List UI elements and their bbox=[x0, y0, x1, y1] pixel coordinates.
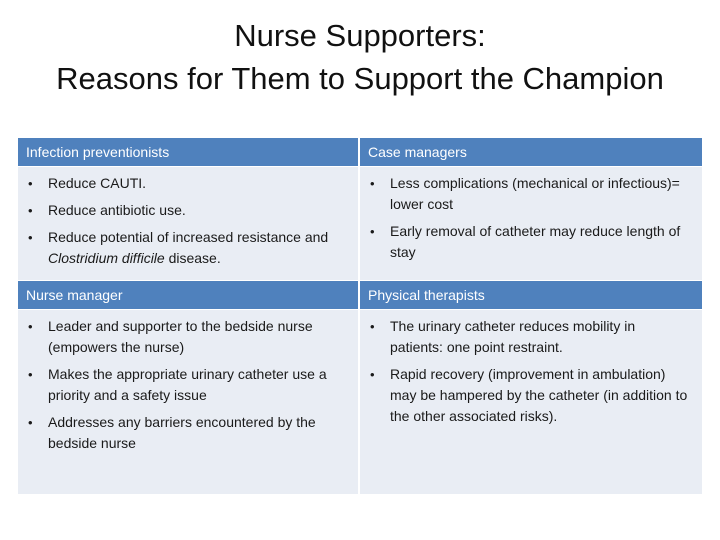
bullet-list bbox=[368, 316, 690, 427]
header-infection-preventionists bbox=[18, 138, 358, 166]
bullet-icon: • bbox=[28, 415, 33, 430]
bullet-icon: • bbox=[28, 367, 33, 382]
list-item bbox=[368, 173, 690, 215]
header-label: Physical therapists bbox=[368, 287, 485, 303]
list-item bbox=[368, 364, 690, 427]
list-item bbox=[26, 173, 346, 194]
list-item-italic-text: Clostridium difficile bbox=[48, 250, 165, 266]
list-item bbox=[26, 200, 346, 221]
list-item-text: Less complications (mechanical or infectious)= lower cost bbox=[390, 175, 680, 212]
list-item-text: Addresses any barriers encountered by the bedside nurse bbox=[48, 414, 316, 451]
header-label: Infection preventionists bbox=[26, 144, 170, 160]
cell-case-managers bbox=[360, 167, 702, 280]
cell-infection-preventionists bbox=[18, 167, 358, 280]
bullet-icon: • bbox=[28, 319, 33, 334]
list-item bbox=[26, 316, 346, 358]
list-item-text: Reduce potential of increased resistance and bbox=[48, 229, 329, 245]
list-item-text: Early removal of catheter may reduce length of stay bbox=[390, 223, 681, 260]
slide-title bbox=[0, 14, 720, 100]
list-item-text: Leader and supporter to the bedside nurse (empowers the nurse) bbox=[48, 318, 313, 355]
list-item bbox=[368, 221, 690, 263]
bullet-icon: • bbox=[28, 203, 33, 218]
list-item-text: The urinary catheter reduces mobility in patients: one point restraint. bbox=[390, 318, 636, 355]
list-item-text: Reduce CAUTI. bbox=[48, 175, 147, 191]
list-item bbox=[26, 412, 346, 454]
cell-nurse-manager bbox=[18, 310, 358, 494]
header-label: Nurse manager bbox=[26, 287, 123, 303]
list-item-text: Reduce antibiotic use. bbox=[48, 202, 186, 218]
cell-physical-therapists bbox=[360, 310, 702, 494]
bullet-list bbox=[26, 173, 346, 269]
header-physical-therapists bbox=[360, 281, 702, 309]
bullet-icon: • bbox=[370, 176, 375, 191]
title-line-2: Reasons for Them to Support the Champion bbox=[56, 61, 664, 96]
bullet-list bbox=[26, 316, 346, 454]
supporters-table bbox=[18, 138, 702, 493]
list-item-text: Rapid recovery (improvement in ambulation) may be hampered by the catheter (in addition to the other associated risks). bbox=[390, 366, 688, 424]
bullet-icon: • bbox=[28, 230, 33, 245]
list-item bbox=[26, 364, 346, 406]
list-item-text-suffix: disease. bbox=[164, 250, 221, 266]
list-item-text: Makes the appropriate urinary catheter use a priority and a safety issue bbox=[48, 366, 327, 403]
title-line-1: Nurse Supporters: bbox=[234, 18, 486, 53]
header-nurse-manager bbox=[18, 281, 358, 309]
list-item bbox=[26, 227, 346, 269]
list-item bbox=[368, 316, 690, 358]
bullet-icon: • bbox=[370, 367, 375, 382]
bullet-list bbox=[368, 173, 690, 263]
header-case-managers bbox=[360, 138, 702, 166]
bullet-icon: • bbox=[370, 224, 375, 239]
bullet-icon: • bbox=[370, 319, 375, 334]
bullet-icon: • bbox=[28, 176, 33, 191]
header-label: Case managers bbox=[368, 144, 467, 160]
